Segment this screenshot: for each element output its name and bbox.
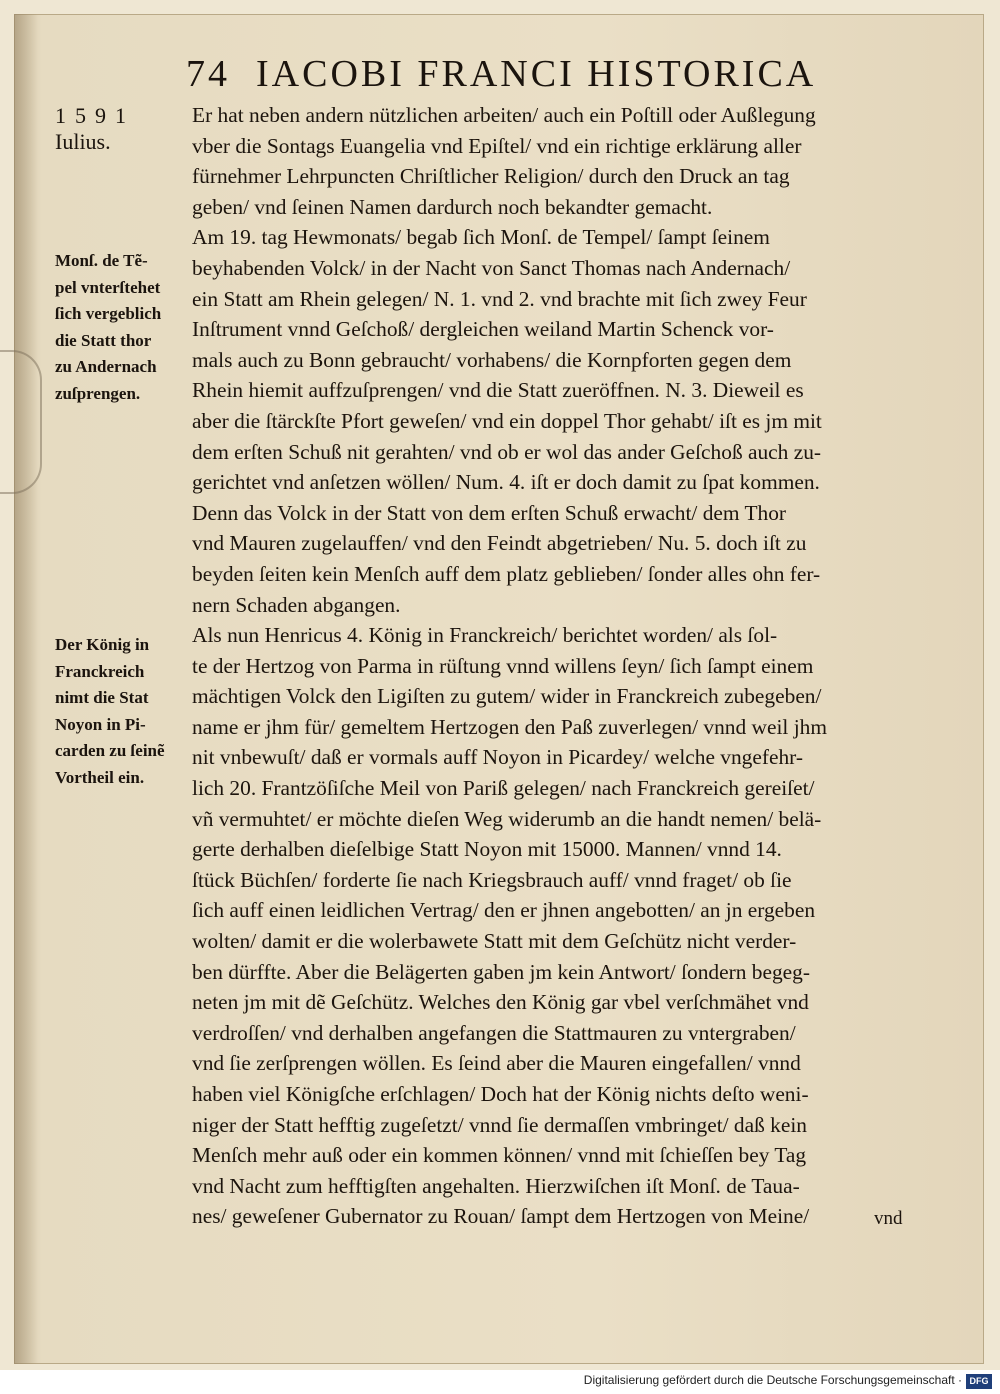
text-line: neten jm mit dẽ Geſchütz. Welches den König gar vbel verſchmähet vnd (192, 990, 809, 1015)
text-line: te der Hertzog von Parma in rüſtung vnnd willens ſeyn/ ſich ſampt einem (192, 653, 814, 678)
text-line: lich 20. Frantzöſiſche Meil von Pariß gelegen/ nach Franckreich gereiſet/ (192, 776, 815, 801)
text-line: gerte derhalben dieſelbige Statt Noyon mit 15000. Mannen/ vnnd 14. (192, 837, 782, 862)
margin-note-line: ſich vergeblich (55, 304, 162, 323)
text-line: name er jhm für/ gemeltem Hertzogen den Paß zuverlegen/ vnnd weil jhm (192, 714, 827, 739)
text-line: ein Statt am Rhein gelegen/ N. 1. vnd 2. vnd brachte mit ſich zwey Feur (192, 286, 807, 311)
text-line: haben viel Königſche erſchlagen/ Doch hat der König nichts deſto weni- (192, 1082, 809, 1106)
text-line: ſtück Büchſen/ forderte ſie nach Kriegsbrauch auff/ vnnd fraget/ ob ſie (192, 867, 792, 892)
margin-note-line: Franckreich (55, 661, 145, 681)
margin-date (55, 103, 195, 155)
text-line: nern Schaden abgangen. (192, 592, 401, 617)
page-fold-mark (0, 350, 42, 494)
text-line: Als nun Henricus 4. König in Franckreich/ berichtet worden/ als ſol- (192, 623, 778, 648)
margin-year: 1591 (55, 103, 135, 128)
text-line: aber die ſtärckſte Pfort geweſen/ vnd ein doppel Thor gehabt/ iſt es jm mit (192, 408, 822, 433)
dfg-logo: DFG (966, 1374, 992, 1389)
catchword: vnd (874, 1208, 903, 1229)
margin-note-line: Der König in (55, 635, 150, 654)
text-line: mächtigen Volck den Ligiſten zu gutem/ wider in Franckreich zubegeben/ (192, 684, 822, 709)
text-line: beyhabenden Volck/ in der Nacht von Sanct Thomas nach Andernach/ (192, 255, 791, 280)
text-line: Am 19. tag Hewmonats/ begab ſich Monſ. de Tempel/ ſampt ſeinem (192, 225, 770, 250)
margin-note-line: nimt die Stat (55, 688, 149, 707)
text-line: dem erſten Schuß nit gerahten/ vnd ob er wol das ander Geſchoß auch zu- (192, 439, 822, 464)
text-line: vber die Sontags Euangelia vnd Epiſtel/ vnd ein richtige erklärung aller (192, 133, 802, 158)
margin-note-line: Noyon in Pi- (55, 714, 146, 734)
text-line: fürnehmer Lehrpuncten Chriſtlicher Religion/ durch den Druck an tag (192, 164, 790, 189)
margin-note-line: pel vnterſtehet (55, 277, 161, 297)
text-line: Rhein hiemit auffzuſprengen/ vnd die Statt zueröffnen. N. 3. Dieweil es (192, 378, 804, 403)
margin-note-line: carden zu ſeinẽ (55, 741, 165, 760)
main-text-block (192, 100, 930, 1232)
text-line: Denn das Volck in der Statt von dem erſten Schuß erwacht/ dem Thor (192, 500, 787, 525)
funding-credit: Digitalisierung gefördert durch die Deutsche Forschungsgemeinschaft · (583, 1373, 962, 1387)
margin-note-tempel (55, 248, 195, 407)
text-line: nes/ geweſener Gubernator zu Rouan/ ſampt dem Hertzogen von Meine/ (192, 1204, 810, 1229)
text-line: ſich auff einen leidlichen Vertrag/ den er jhnen angebotten/ an jn ergeben (192, 898, 816, 923)
running-head (186, 52, 926, 96)
text-line: Inſtrument vnnd Geſchoß/ dergleichen weiland Martin Schenck vor- (192, 317, 774, 342)
text-line: Er hat neben andern nützlichen arbeiten/ auch ein Poſtill oder Außlegung (192, 103, 816, 127)
footer-bar (0, 1370, 1000, 1394)
margin-note-line: die Statt thor (55, 330, 152, 350)
margin-note-line: zu Andernach (55, 357, 157, 376)
text-line: vnd ſie zerſprengen wöllen. Es ſeind aber die Mauren eingefallen/ vnnd (192, 1051, 801, 1076)
text-line: vñ vermuhtet/ er möchte dieſen Weg widerumb an die handt nemen/ belä- (192, 806, 822, 831)
text-line: Menſch mehr auß oder ein kommen können/ vnnd mit ſchieſſen bey Tag (192, 1143, 807, 1168)
margin-note-noyon (55, 632, 195, 791)
text-line: ben dürffte. Aber die Belägerten gaben jm kein Antwort/ ſondern begeg- (192, 959, 810, 984)
text-line: beyden ſeiten kein Menſch auff dem platz geblieben/ ſonder alles ohn fer- (192, 561, 821, 586)
text-line: niger der Statt hefftig zugeſetzt/ vnnd ſie dermaſſen vmbringet/ daß kein (192, 1112, 807, 1137)
margin-note-line: Monſ. de Tẽ- (55, 251, 148, 270)
text-line: nit vnbewuſt/ daß er vormals auff Noyon in Picardey/ welche vngefehr- (192, 745, 804, 770)
text-line: vnd Mauren zugelauffen/ vnd den Feindt abgetrieben/ Nu. 5. doch iſt zu (192, 531, 807, 556)
text-line: verdroſſen/ vnd derhalben angefangen die Stattmauren zu vntergraben/ (192, 1020, 796, 1045)
text-line: geben/ vnd ſeinen Namen dardurch noch bekandter gemacht. (192, 194, 713, 219)
running-title: IACOBI FRANCI HISTORICA (256, 53, 817, 95)
margin-note-line: Vortheil ein. (55, 767, 145, 787)
text-line: mals auch zu Bonn gebraucht/ vorhabens/ die Kornpforten gegen dem (192, 347, 792, 372)
page-number: 74 (186, 53, 230, 95)
margin-month: Iulius. (55, 129, 111, 154)
text-line: wolten/ damit er die wolerbawete Statt mit dem Geſchütz nicht verder- (192, 929, 797, 954)
margin-note-line: zuſprengen. (55, 383, 141, 403)
text-line: vnd Nacht zum hefftigſten angehalten. Hierzwiſchen iſt Monſ. de Taua- (192, 1173, 800, 1198)
text-line: gerichtet vnd anſetzen wöllen/ Num. 4. iſt er doch damit zu ſpat kommen. (192, 470, 820, 495)
gutter-shadow (14, 14, 38, 1364)
